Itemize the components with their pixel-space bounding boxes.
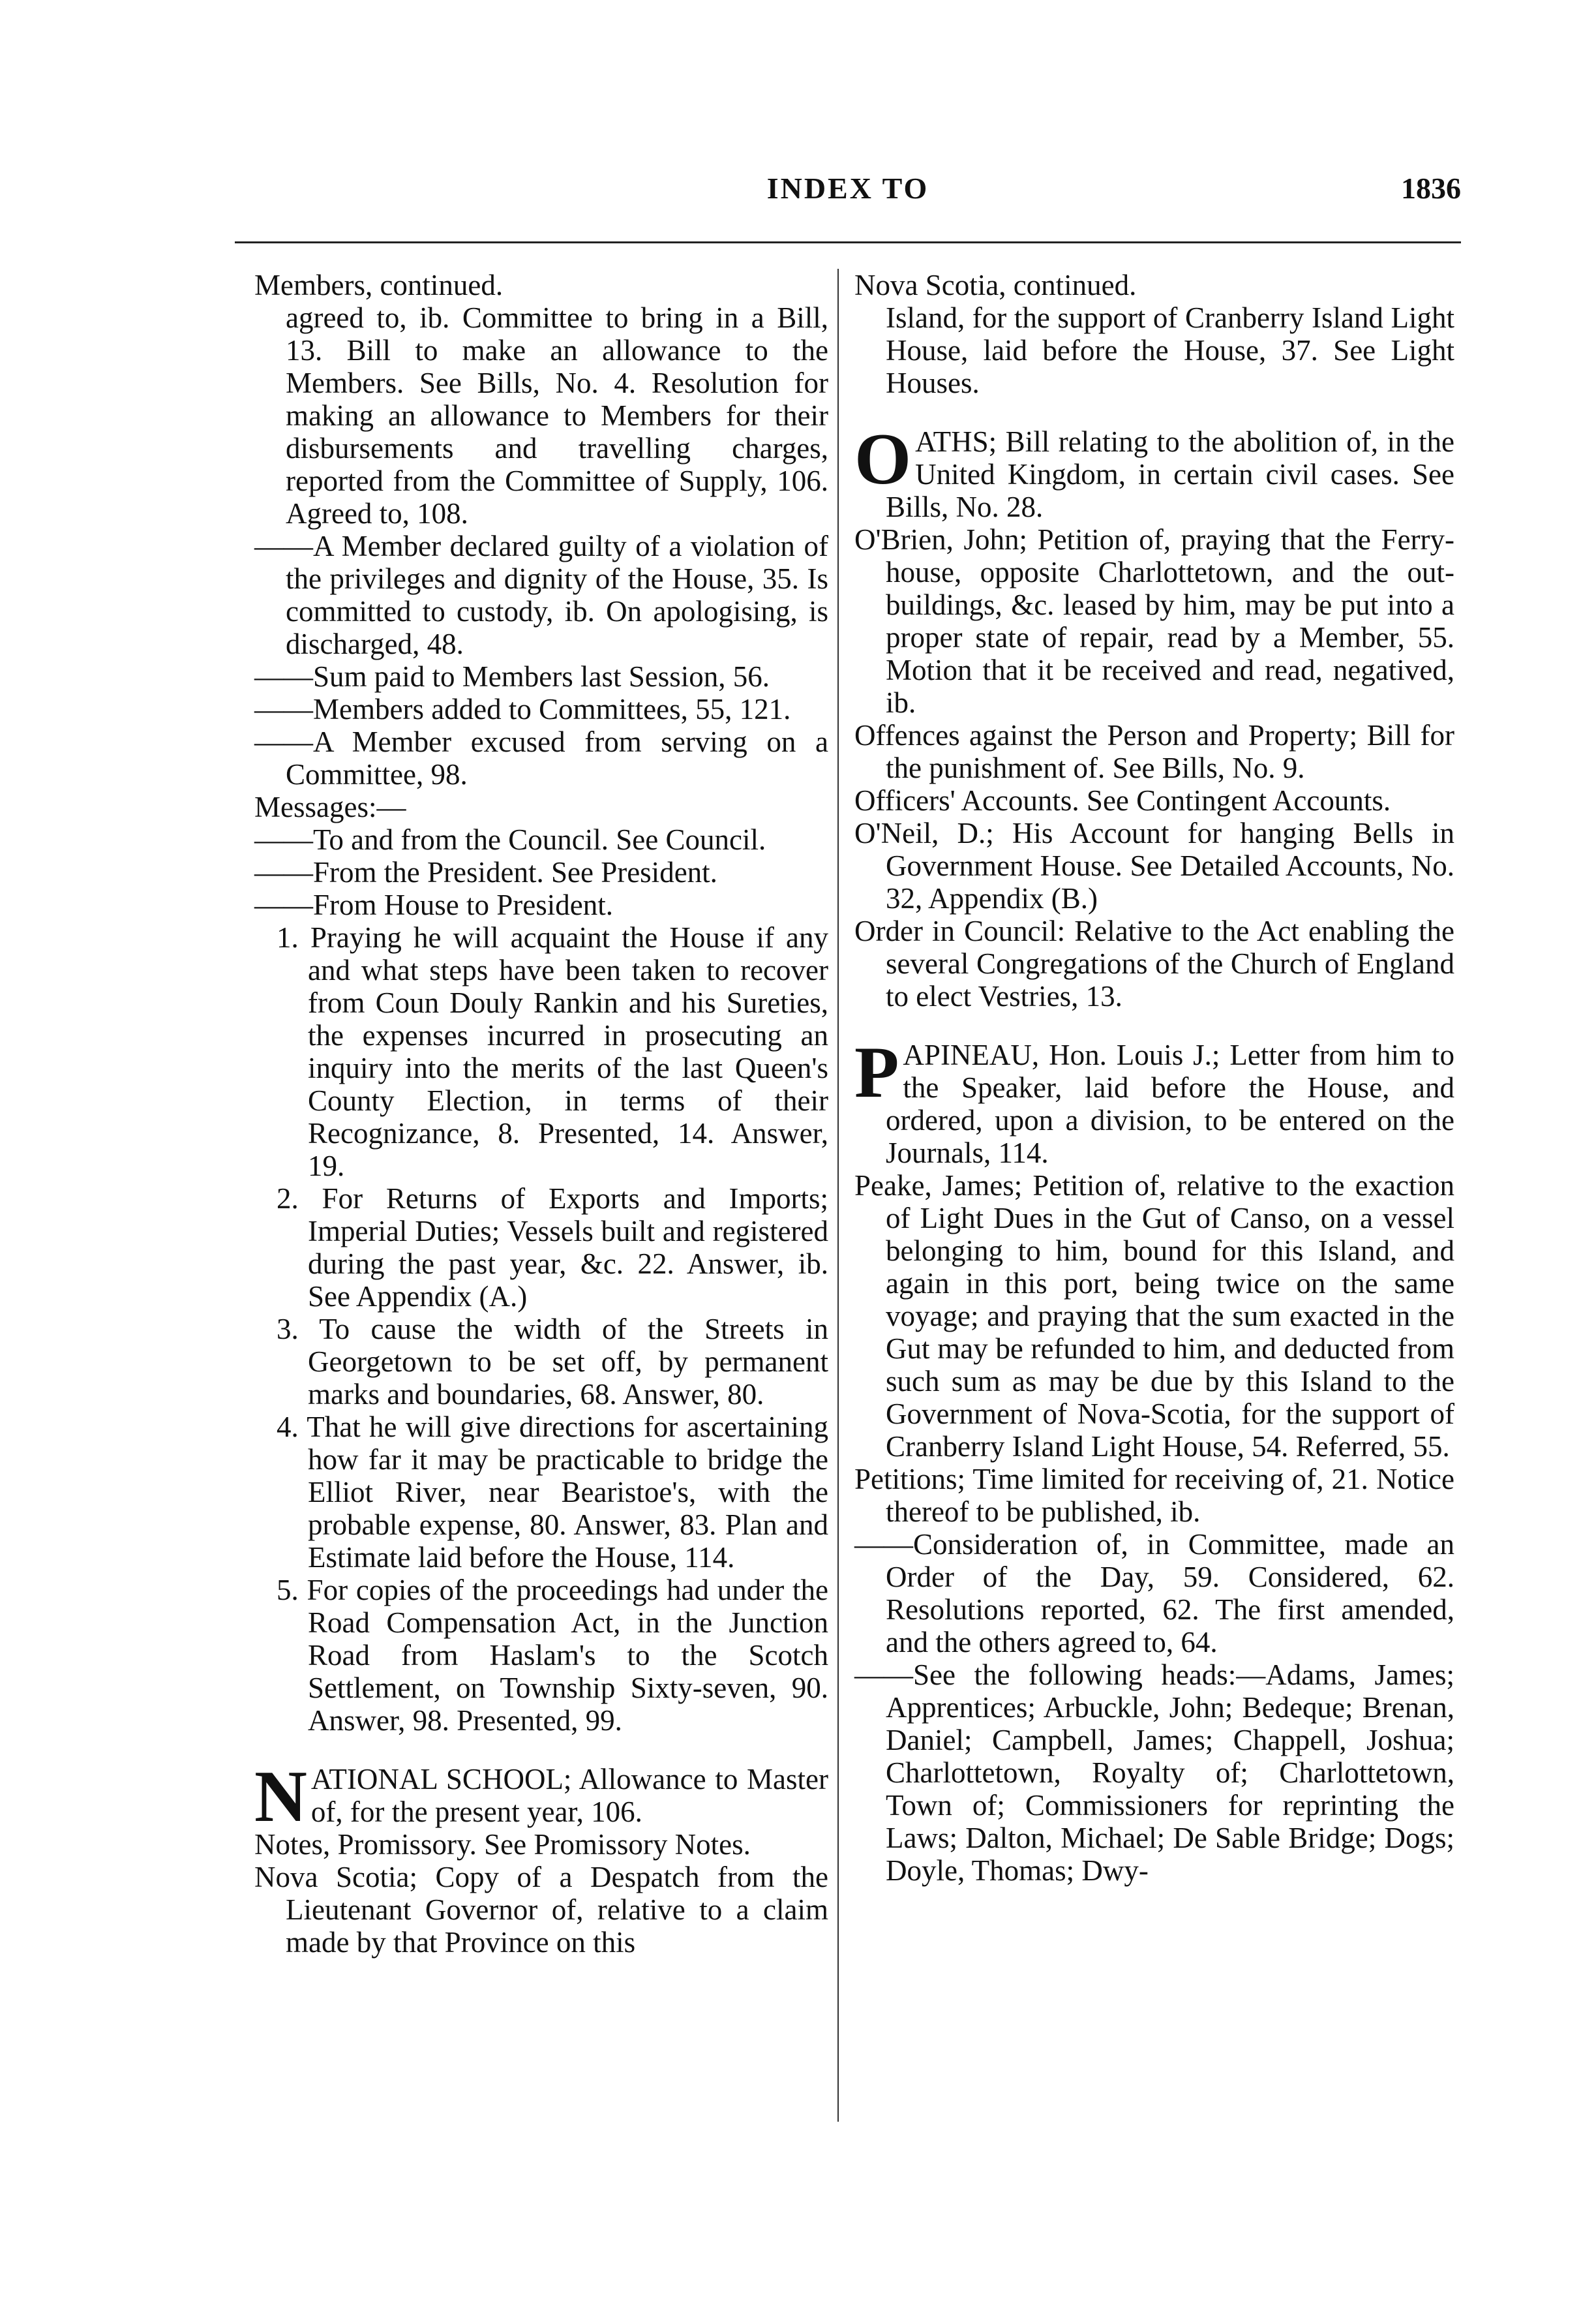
sub-entry: ——To and from the Council. See Council. xyxy=(254,823,766,856)
numbered-entry: 1. Praying he will acquaint the House if any and what steps have been taken to recover from Coun Douly Rankin and his Sureties, the expenses incurred in prosecuting an inquiry into the merits of the last Queen's County Election, in terms of their Recognizance, 8. Presented, 14. Answer, 19. xyxy=(277,921,828,1182)
index-section-entry xyxy=(854,1032,1454,1169)
sub-entry: ——See the following heads:—Adams, James; Apprentices; Arbuckle, John; Bedeque; Brenan, Daniel; Campbell, James; Chappell, Joshua; Charlottetown, Royalty of; Charlottetown, Town of; Commissioners for reprinting the Laws; Dalton, Michael; De Sable Bridge; Dogs; Doyle, Thomas; Dwy- xyxy=(854,1658,1454,1887)
index-entry: Peake, James; Petition of, relative to the exaction of Light Dues in the Gut of Canso, on a vessel belonging to him, bound for this Island, and again in this port, being twice on the same voyage; and praying that the sum exacted in the Gut may be refunded to him, and deducted from such sum as may be due by this Island to the Government of Nova-Scotia, for the support of Cranberry Island Light House, 54. Referred, 55. xyxy=(854,1169,1454,1463)
index-entry: Nova Scotia; Copy of a Despatch from the Lieutenant Governor of, relative to a claim made by that Province on this xyxy=(254,1861,828,1959)
entry-text: APINEAU, Hon. Louis J.; Letter from him to the Speaker, laid before the House, and ordered, upon a division, to be entered on the Journals, 114. xyxy=(886,1039,1454,1169)
drop-cap-initial: P xyxy=(854,1032,899,1113)
numbered-entry: 4. That he will give directions for ascertaining how far it may be practicable to bridge the Elliot River, near Bearistoe's, with the probable expense, 80. Answer, 83. Plan and Estimate laid before the House, 114. xyxy=(277,1411,828,1574)
sub-entry: ——From House to President. xyxy=(254,889,613,921)
entry-text: ATHS; Bill relating to the abolition of, in the United Kingdom, in certain civil cases. See Bills, No. 28. xyxy=(886,425,1454,523)
index-entry: Notes, Promissory. See Promissory Notes. xyxy=(254,1828,751,1861)
index-entry: Petitions; Time limited for receiving of, 21. Notice thereof to be published, ib. xyxy=(854,1463,1454,1528)
continued-entry: Island, for the support of Cranberry Island Light House, laid before the House, 37. See Light Houses. xyxy=(886,301,1454,399)
sub-entry: ——Sum paid to Members last Session, 56. xyxy=(254,660,770,693)
index-section-entry xyxy=(854,419,1454,523)
index-entry: Officers' Accounts. See Contingent Accounts. xyxy=(854,784,1391,817)
index-entry: O'Brien, John; Petition of, praying that the Ferry-house, opposite Charlottetown, and the out-buildings, &c. leased by him, may be put into a proper state of repair, read by a Member, 55. Motion that it be received and read, negatived, ib. xyxy=(854,523,1454,719)
index-section-entry xyxy=(254,1756,828,1837)
left-column xyxy=(254,269,828,1959)
index-entry: Order in Council: Relative to the Act enabling the several Congregations of the Church of England to elect Vestries, 13. xyxy=(854,915,1454,1013)
column-divider xyxy=(837,269,839,2122)
page-year: 1836 xyxy=(1401,172,1461,205)
running-title: INDEX TO xyxy=(766,172,929,205)
sub-entry: ——Consideration of, in Committee, made an Order of the Day, 59. Considered, 62. Resolutions reported, 62. The first amended, and the others agreed to, 64. xyxy=(854,1528,1454,1658)
sub-entry: ——Members added to Committees, 55, 121. xyxy=(254,693,791,726)
entry-gap xyxy=(854,1013,1454,1039)
drop-cap-initial: N xyxy=(254,1756,307,1837)
continued-entry: agreed to, ib. Committee to bring in a Bill, 13. Bill to make an allowance to the Members. See Bills, No. 4. Resolution for making an allowance to Members for their disbursements and travelling charges, reported from the Committee of Supply, 106. Agreed to, 108. xyxy=(286,301,828,530)
numbered-entry: 5. For copies of the proceedings had under the Road Compensation Act, in the Junction Road from Haslam's to the Scotch Settlement, on Township Sixty-seven, 90. Answer, 98. Presented, 99. xyxy=(277,1574,828,1737)
numbered-entry: 2. For Returns of Exports and Imports; Imperial Duties; Vessels built and registered during the past year, &c. 22. Answer, ib. See Appendix (A.) xyxy=(277,1182,828,1313)
sub-entry: ——A Member excused from serving on a Committee, 98. xyxy=(254,726,828,791)
sub-entry: ——A Member declared guilty of a violation of the privileges and dignity of the House, 35. Is committed to custody, ib. On apologising, is discharged, 48. xyxy=(254,530,828,660)
numbered-entry: 3. To cause the width of the Streets in Georgetown to be set off, by permanent marks and boundaries, 68. Answer, 80. xyxy=(277,1313,828,1411)
index-entry: Nova Scotia, continued. xyxy=(854,269,1137,301)
entry-gap xyxy=(854,399,1454,425)
right-column xyxy=(854,269,1454,1887)
page-header xyxy=(235,171,1461,217)
index-entry: O'Neil, D.; His Account for hanging Bells in Government House. See Detailed Accounts, No. 32, Appendix (B.) xyxy=(854,817,1454,915)
sub-entry: ——From the President. See President. xyxy=(254,856,717,889)
header-rule xyxy=(235,241,1461,243)
entry-text: ATIONAL SCHOOL; Allowance to Master of, for the present year, 106. xyxy=(310,1763,828,1828)
index-entry: Messages:— xyxy=(254,791,406,823)
drop-cap-initial: O xyxy=(854,419,912,500)
entry-gap xyxy=(254,1737,828,1763)
index-entry: Offences against the Person and Property; Bill for the punishment of. See Bills, No. 9. xyxy=(854,719,1454,784)
index-entry: Members, continued. xyxy=(254,269,504,301)
